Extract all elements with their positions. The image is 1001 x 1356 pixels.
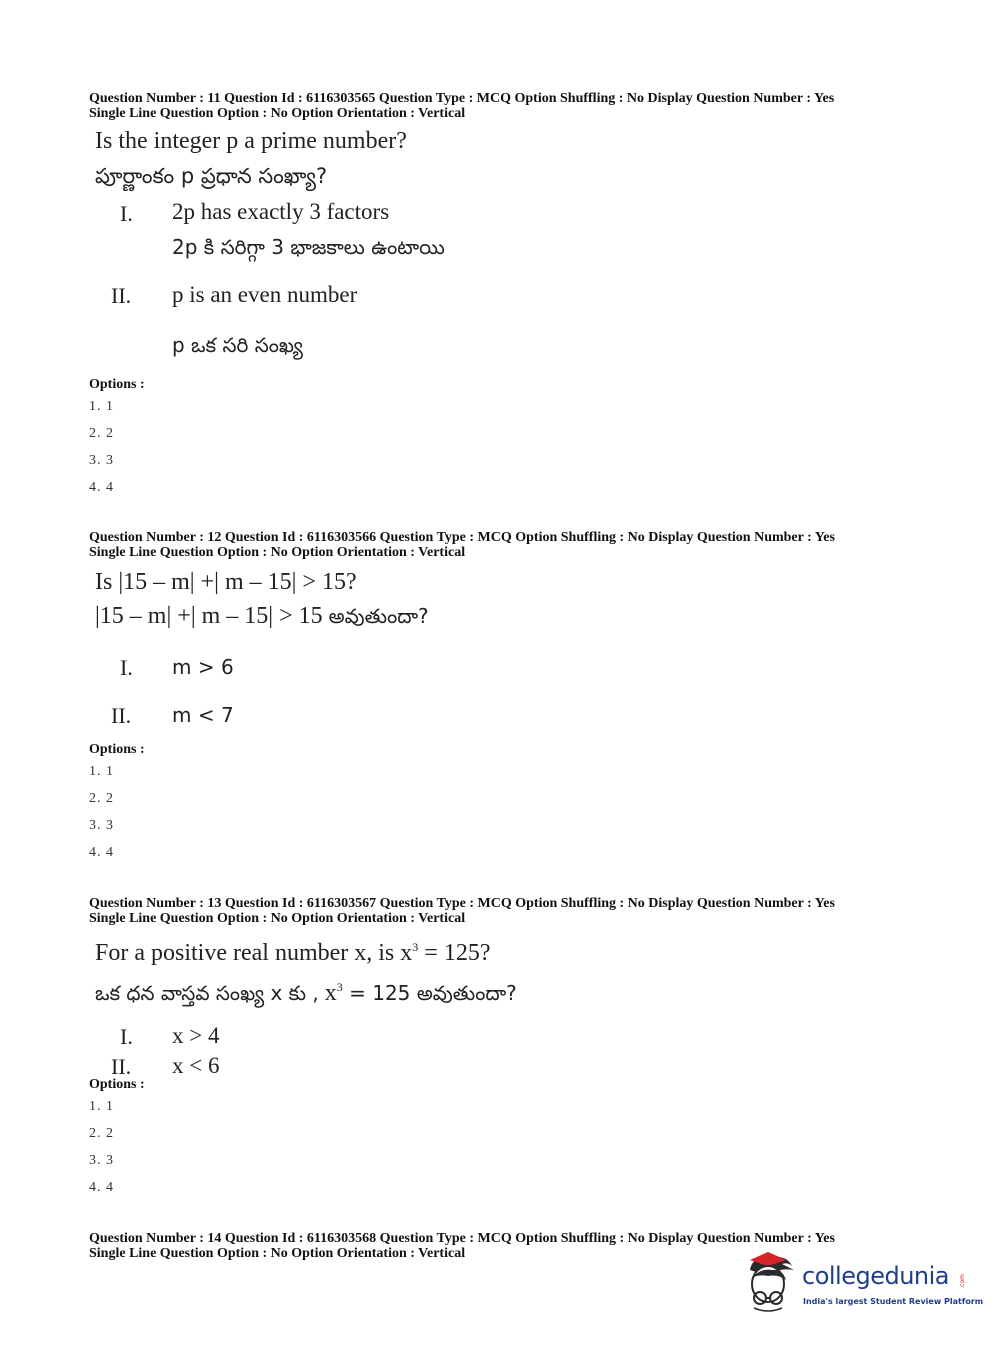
option-3[interactable]: 3. 3 bbox=[89, 818, 114, 833]
statement-text: x < 6 bbox=[172, 1053, 220, 1078]
question-meta-2: Single Line Question Option : No Option Orientation : Vertical bbox=[89, 1246, 466, 1261]
option-3[interactable]: 3. 3 bbox=[89, 453, 114, 468]
statement-text: x > 4 bbox=[172, 1023, 220, 1048]
option-1[interactable]: 1. 1 bbox=[89, 399, 114, 414]
statement-number: I. bbox=[120, 201, 133, 226]
question-stem-english: Is |15 – m| +| m – 15| > 15? bbox=[95, 569, 357, 595]
statement-text-english: p is an even number bbox=[172, 282, 358, 307]
stem-telugu-text: ఒక ధన వాస్తవ సంఖ్య x కు , bbox=[95, 981, 319, 1005]
mascot-icon bbox=[742, 1252, 802, 1318]
option-1[interactable]: 1. 1 bbox=[89, 764, 114, 779]
question-11 bbox=[89, 91, 909, 495]
stem-exponent: 3 bbox=[412, 940, 419, 954]
question-12 bbox=[89, 530, 909, 860]
option-3[interactable]: 3. 3 bbox=[89, 1153, 114, 1168]
option-1[interactable]: 1. 1 bbox=[89, 1099, 114, 1114]
question-stem-telugu bbox=[95, 970, 909, 1010]
option-2[interactable]: 2. 2 bbox=[89, 791, 114, 806]
statement-number: I. bbox=[120, 1024, 133, 1049]
options-block bbox=[89, 1077, 145, 1196]
option-2[interactable]: 2. 2 bbox=[89, 1126, 114, 1141]
logo-tagline: India's largest Student Review Platform bbox=[803, 1297, 984, 1306]
question-stem-english: Is the integer p a prime number? bbox=[95, 128, 407, 154]
stem-telugu: అవుతుందా? bbox=[328, 604, 429, 628]
question-meta: Question Number : 11 Question Id : 6116303565 Question Type : MCQ Option Shuffling : No Display Question Number : Yes bbox=[89, 91, 835, 106]
options-label: Options : bbox=[89, 377, 145, 392]
statement-text: m < 7 bbox=[172, 703, 234, 727]
statement-text-telugu: p ఒక సరి సంఖ్య bbox=[172, 333, 303, 357]
options-block bbox=[89, 377, 145, 496]
stem-variable: x bbox=[324, 980, 337, 1006]
question-13 bbox=[89, 896, 909, 1195]
statement-text: m > 6 bbox=[172, 655, 234, 679]
statement-number: II. bbox=[111, 1054, 132, 1079]
statement-text-english: 2p has exactly 3 factors bbox=[172, 199, 390, 224]
statement-number: II. bbox=[111, 283, 132, 308]
question-meta: Question Number : 14 Question Id : 6116303568 Question Type : MCQ Option Shuffling : No Display Question Number : Yes bbox=[89, 1231, 835, 1246]
statement-number: I. bbox=[120, 655, 133, 680]
option-4[interactable]: 4. 4 bbox=[89, 480, 114, 495]
options-label: Options : bbox=[89, 742, 145, 757]
question-meta-2: Single Line Question Option : No Option Orientation : Vertical bbox=[89, 911, 466, 926]
question-stem-telugu: పూర్ణాంకం p ప్రధాన సంఖ్యా? bbox=[95, 164, 328, 188]
stem-text: For a positive real number x, is x bbox=[95, 940, 413, 966]
question-meta-2: Single Line Question Option : No Option Orientation : Vertical bbox=[89, 106, 466, 121]
logo-wordmark: collegedunia bbox=[802, 1262, 950, 1290]
logo-suffix: .com bbox=[959, 1274, 966, 1289]
stem-text-end: = 125? bbox=[418, 940, 491, 966]
question-stem-english bbox=[95, 930, 909, 970]
question-meta: Question Number : 12 Question Id : 6116303566 Question Type : MCQ Option Shuffling : No Display Question Number : Yes bbox=[89, 530, 835, 545]
question-stem-telugu-line bbox=[95, 599, 909, 633]
options-label: Options : bbox=[89, 1077, 145, 1092]
statement-text-telugu: 2p కి సరిగ్గా 3 భాజకాలు ఉంటాయి bbox=[172, 235, 445, 259]
question-meta: Question Number : 13 Question Id : 6116303567 Question Type : MCQ Option Shuffling : No Display Question Number : Yes bbox=[89, 896, 835, 911]
statement-number: II. bbox=[111, 703, 132, 728]
question-meta-2: Single Line Question Option : No Option Orientation : Vertical bbox=[89, 545, 466, 560]
stem-exponent: 3 bbox=[336, 980, 343, 994]
options-block bbox=[89, 742, 145, 861]
option-4[interactable]: 4. 4 bbox=[89, 845, 114, 860]
option-4[interactable]: 4. 4 bbox=[89, 1180, 114, 1195]
stem-math: |15 – m| +| m – 15| > 15 bbox=[95, 603, 323, 629]
collegedunia-logo[interactable] bbox=[742, 1252, 984, 1318]
option-2[interactable]: 2. 2 bbox=[89, 426, 114, 441]
stem-telugu-end: = 125 అవుతుందా? bbox=[342, 981, 517, 1005]
